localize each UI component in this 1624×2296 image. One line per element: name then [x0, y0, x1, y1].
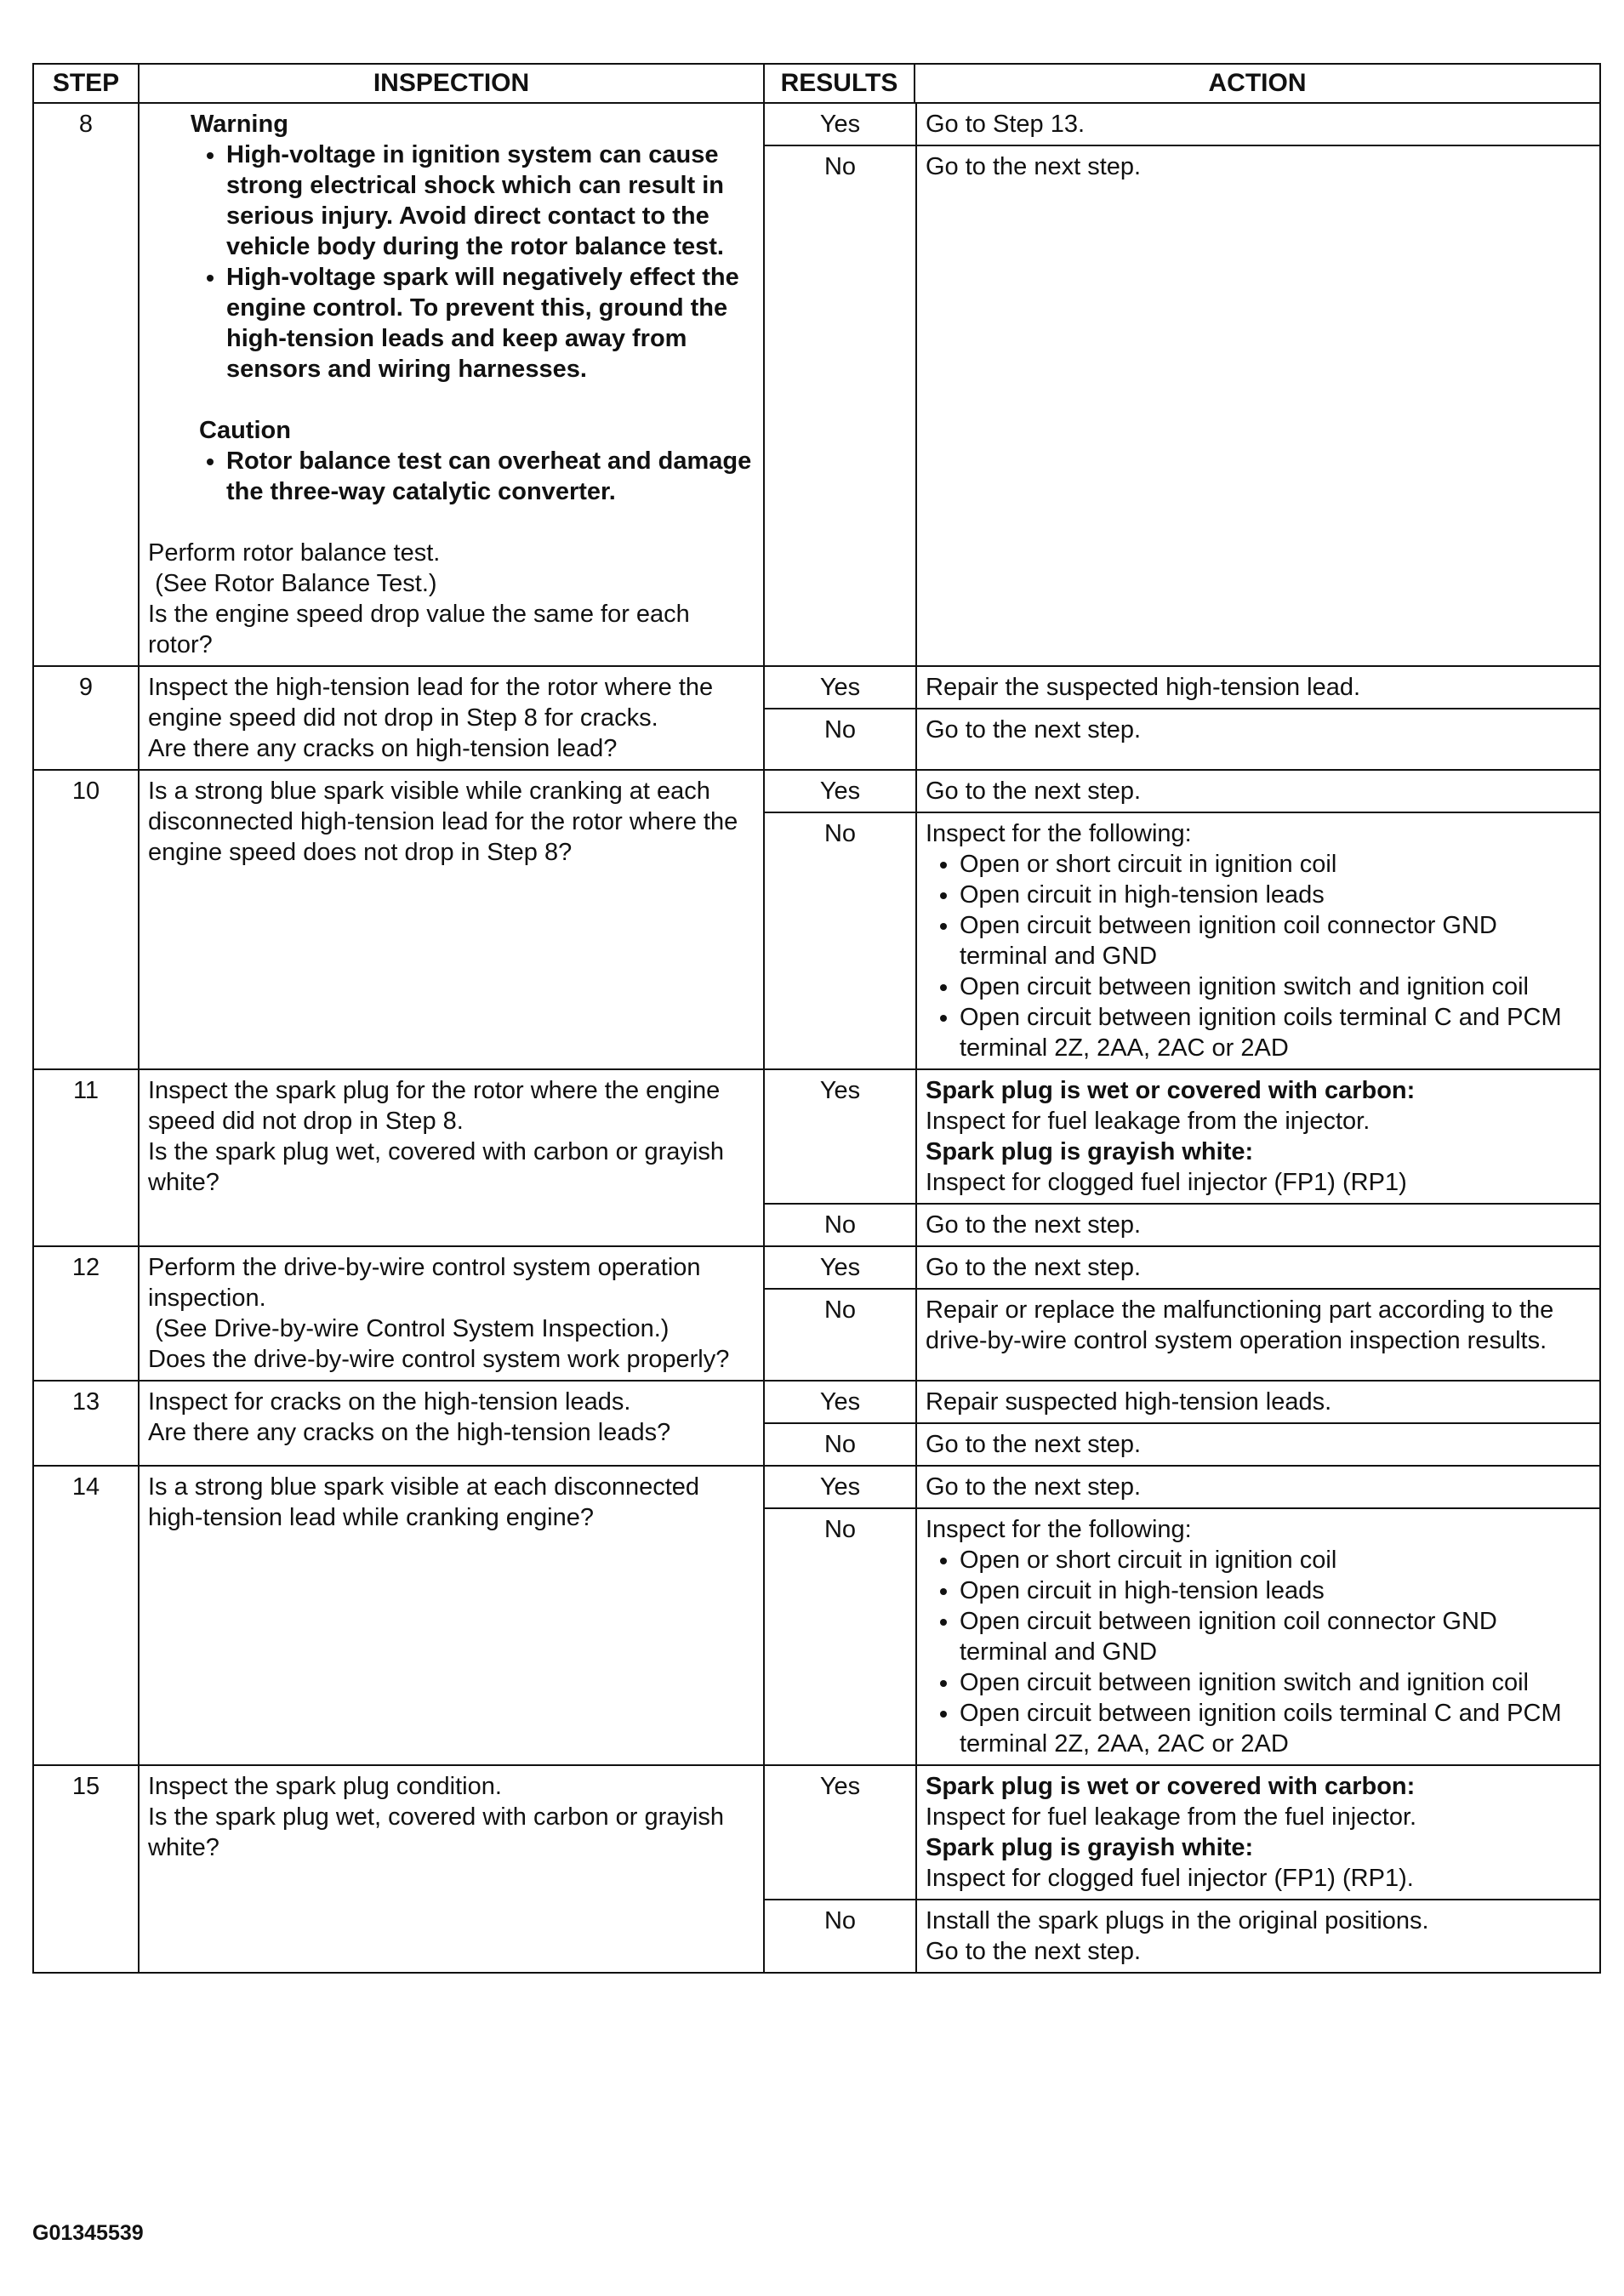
no-action: [915, 709, 1599, 769]
inspection-cell: [139, 1069, 764, 1246]
results-split: [765, 1070, 1599, 1245]
inspection-text: Inspect the spark plug condition.: [148, 1773, 502, 1800]
results-cell: [764, 666, 1600, 770]
action-text: Inspect for fuel leakage from the fuel injector.: [926, 1803, 1417, 1831]
table-body: [33, 103, 1600, 1973]
action-list: [926, 1545, 1591, 1759]
inspection-text: (See Drive-by-wire Control System Inspection.): [148, 1315, 670, 1342]
no-block: [765, 1899, 1599, 1972]
result-yes: Yes: [819, 111, 861, 138]
results-split: [765, 1382, 1599, 1465]
step-number: 14: [33, 1466, 139, 1765]
action-item: • Open or short circuit in ignition coil: [960, 1545, 1591, 1575]
inspection-table: [32, 63, 1601, 1974]
yes-block: [765, 667, 1599, 708]
result-yes: Yes: [819, 1473, 861, 1501]
results-split: [765, 1247, 1599, 1380]
action-text: Repair or replace the malfunctioning part according to the drive-by-wire control system operation inspection results.: [926, 1296, 1554, 1354]
no-block: [765, 708, 1599, 769]
yes-action: [915, 1247, 1599, 1288]
result-yes: Yes: [819, 1254, 861, 1281]
spacer: [148, 385, 756, 415]
no-block: [765, 1422, 1599, 1465]
yes-action: [915, 1382, 1599, 1422]
action-text: Go to the next step.: [926, 153, 1142, 180]
no-action: [915, 1509, 1599, 1764]
action-text: Inspect for clogged fuel injector (FP1) (RP1): [926, 1169, 1407, 1196]
results-split: [765, 1766, 1599, 1972]
inspection-cell: [139, 103, 764, 666]
no-action: [915, 1424, 1599, 1465]
inspection-text: Is the spark plug wet, covered with carbon or grayish white?: [148, 1803, 732, 1861]
yes-action: [915, 1467, 1599, 1507]
results-cell: [764, 1765, 1600, 1973]
header-step: STEP: [33, 64, 139, 103]
yes-action: [915, 667, 1599, 708]
action-heading: Spark plug is wet or covered with carbon:: [926, 1077, 1416, 1104]
table-header-row: [33, 64, 1600, 103]
yes-block: [765, 771, 1599, 812]
result-yes: Yes: [819, 1077, 861, 1104]
result-yes: Yes: [819, 1773, 861, 1800]
inspection-text: Inspect for cracks on the high-tension leads.: [148, 1388, 631, 1416]
spacer: [148, 507, 756, 538]
results-split: [765, 771, 1599, 1068]
results-split: [765, 1467, 1599, 1764]
step-number: 10: [33, 770, 139, 1069]
action-item: • Open circuit between ignition coils terminal C and PCM terminal 2Z, 2AA, 2AC or 2AD: [960, 1698, 1591, 1759]
result-no: No: [823, 1431, 857, 1458]
result-no: No: [823, 153, 857, 180]
yes-action: [915, 1766, 1599, 1899]
action-list: [926, 849, 1591, 1063]
result-yes: Yes: [819, 674, 861, 701]
action-text: Go to the next step.: [926, 1431, 1142, 1458]
warning-title: Warning: [191, 111, 288, 138]
inspection-cell: [139, 1765, 764, 1973]
action-text: Go to the next step.: [926, 1254, 1142, 1281]
inspection-text: (See Rotor Balance Test.): [148, 570, 437, 597]
action-item: • Open or short circuit in ignition coil: [960, 849, 1591, 880]
yes-block: [765, 1247, 1599, 1288]
inspection-text: Is the engine speed drop value the same for each rotor?: [148, 601, 697, 658]
action-item: • Open circuit between ignition coil connector GND terminal and GND: [960, 910, 1591, 971]
inspection-text: Is the spark plug wet, covered with carbon or grayish white?: [148, 1138, 732, 1196]
header-inspection: INSPECTION: [139, 64, 764, 103]
warning-list: [148, 140, 756, 385]
results-cell: [764, 1069, 1600, 1246]
action-text: Inspect for the following:: [926, 1516, 1192, 1543]
inspection-text: Perform the drive-by-wire control system operation inspection.: [148, 1254, 708, 1312]
step-number: 12: [33, 1246, 139, 1381]
inspection-cell: [139, 1381, 764, 1466]
yes-block: [765, 1766, 1599, 1899]
action-text: Go to the next step.: [926, 1473, 1142, 1501]
action-text: Go to the next step.: [926, 716, 1142, 743]
table-row: [33, 1246, 1600, 1381]
caution-item: • Rotor balance test can overheat and damage the three-way catalytic converter.: [226, 446, 756, 507]
inspection-text: Are there any cracks on high-tension lead?: [148, 735, 618, 762]
caution-title: Caution: [199, 417, 291, 444]
action-item: • Open circuit between ignition coil connector GND terminal and GND: [960, 1606, 1591, 1667]
inspection-document: [32, 63, 1599, 1974]
inspection-text: Are there any cracks on the high-tension leads?: [148, 1419, 671, 1446]
inspection-text: Inspect the high-tension lead for the rotor where the engine speed did not drop in Step 8 for cracks.: [148, 674, 721, 732]
results-cell: [764, 103, 1600, 666]
inspection-text: Is a strong blue spark visible at each disconnected high-tension lead while cranking engine?: [148, 1473, 707, 1531]
step-number: 9: [33, 666, 139, 770]
table-row: [33, 1381, 1600, 1466]
inspection-text: Inspect the spark plug for the rotor where the engine speed did not drop in Step 8.: [148, 1077, 727, 1135]
action-text: Inspect for fuel leakage from the injector.: [926, 1108, 1370, 1135]
warning-item: • High-voltage in ignition system can cause strong electrical shock which can result in serious injury. Avoid direct contact to the vehicle body during the rotor balance test.: [226, 140, 756, 262]
action-heading: Spark plug is grayish white:: [926, 1138, 1254, 1165]
action-heading: Spark plug is wet or covered with carbon:: [926, 1773, 1416, 1800]
yes-block: [765, 104, 1599, 145]
warning-item: • High-voltage spark will negatively effect the engine control. To prevent this, ground the high-tension leads and keep away from sensors and wiring harnesses.: [226, 262, 756, 385]
yes-action: [915, 1070, 1599, 1203]
step-number: 13: [33, 1381, 139, 1466]
action-text: Inspect for the following:: [926, 820, 1192, 847]
header-results: RESULTS: [764, 64, 915, 103]
inspection-text: Is a strong blue spark visible while cranking at each disconnected high-tension lead for the rotor where the engine speed does not drop in Step 8?: [148, 778, 745, 866]
results-cell: [764, 1466, 1600, 1765]
action-text: Go to the next step.: [926, 1938, 1142, 1965]
step-number: 11: [33, 1069, 139, 1246]
caution-list: [148, 446, 756, 507]
table-row: [33, 103, 1600, 666]
table-row: [33, 1765, 1600, 1973]
table-row: [33, 770, 1600, 1069]
no-action: [915, 1900, 1599, 1972]
no-action: [915, 1205, 1599, 1245]
yes-block: [765, 1382, 1599, 1422]
inspection-cell: [139, 666, 764, 770]
action-item: • Open circuit between ignition switch and ignition coil: [960, 971, 1591, 1002]
action-text: Go to the next step.: [926, 1211, 1142, 1239]
no-action: [915, 813, 1599, 1068]
action-text: Inspect for clogged fuel injector (FP1) (RP1).: [926, 1865, 1414, 1892]
action-item: • Open circuit between ignition coils terminal C and PCM terminal 2Z, 2AA, 2AC or 2AD: [960, 1002, 1591, 1063]
action-item: • Open circuit in high-tension leads: [960, 880, 1591, 910]
figure-id: G01345539: [32, 2221, 144, 2245]
action-text: Install the spark plugs in the original positions.: [926, 1907, 1429, 1934]
no-block: [765, 1203, 1599, 1245]
action-text: Go to the next step.: [926, 778, 1142, 805]
results-cell: [764, 1246, 1600, 1381]
no-action: [915, 146, 1599, 665]
results-cell: [764, 1381, 1600, 1466]
results-cell: [764, 770, 1600, 1069]
result-no: No: [823, 820, 857, 847]
header-action: ACTION: [915, 64, 1600, 103]
results-split: [765, 667, 1599, 769]
action-item: • Open circuit in high-tension leads: [960, 1575, 1591, 1606]
table-row: [33, 1069, 1600, 1246]
inspection-cell: [139, 770, 764, 1069]
result-yes: Yes: [819, 778, 861, 805]
table-row: [33, 1466, 1600, 1765]
yes-action: [915, 771, 1599, 812]
step-number: 8: [33, 103, 139, 666]
action-text: Repair suspected high-tension leads.: [926, 1388, 1332, 1416]
no-block: [765, 812, 1599, 1068]
yes-block: [765, 1467, 1599, 1507]
result-no: No: [823, 1516, 857, 1543]
no-block: [765, 1507, 1599, 1764]
inspection-cell: [139, 1466, 764, 1765]
no-block: [765, 1288, 1599, 1380]
results-split: [765, 104, 1599, 665]
result-yes: Yes: [819, 1388, 861, 1416]
action-item: • Open circuit between ignition switch and ignition coil: [960, 1667, 1591, 1698]
inspection-text: Does the drive-by-wire control system work properly?: [148, 1346, 730, 1373]
no-action: [915, 1290, 1599, 1380]
result-no: No: [823, 1907, 857, 1934]
result-no: No: [823, 1296, 857, 1324]
action-heading: Spark plug is grayish white:: [926, 1834, 1254, 1861]
yes-action: [915, 104, 1599, 145]
inspection-text: Perform rotor balance test.: [148, 539, 441, 567]
no-block: [765, 145, 1599, 665]
yes-block: [765, 1070, 1599, 1203]
result-no: No: [823, 1211, 857, 1239]
result-no: No: [823, 716, 857, 743]
table-row: [33, 666, 1600, 770]
inspection-cell: [139, 1246, 764, 1381]
step-number: 15: [33, 1765, 139, 1973]
action-text: Go to Step 13.: [926, 111, 1086, 138]
action-text: Repair the suspected high-tension lead.: [926, 674, 1361, 701]
